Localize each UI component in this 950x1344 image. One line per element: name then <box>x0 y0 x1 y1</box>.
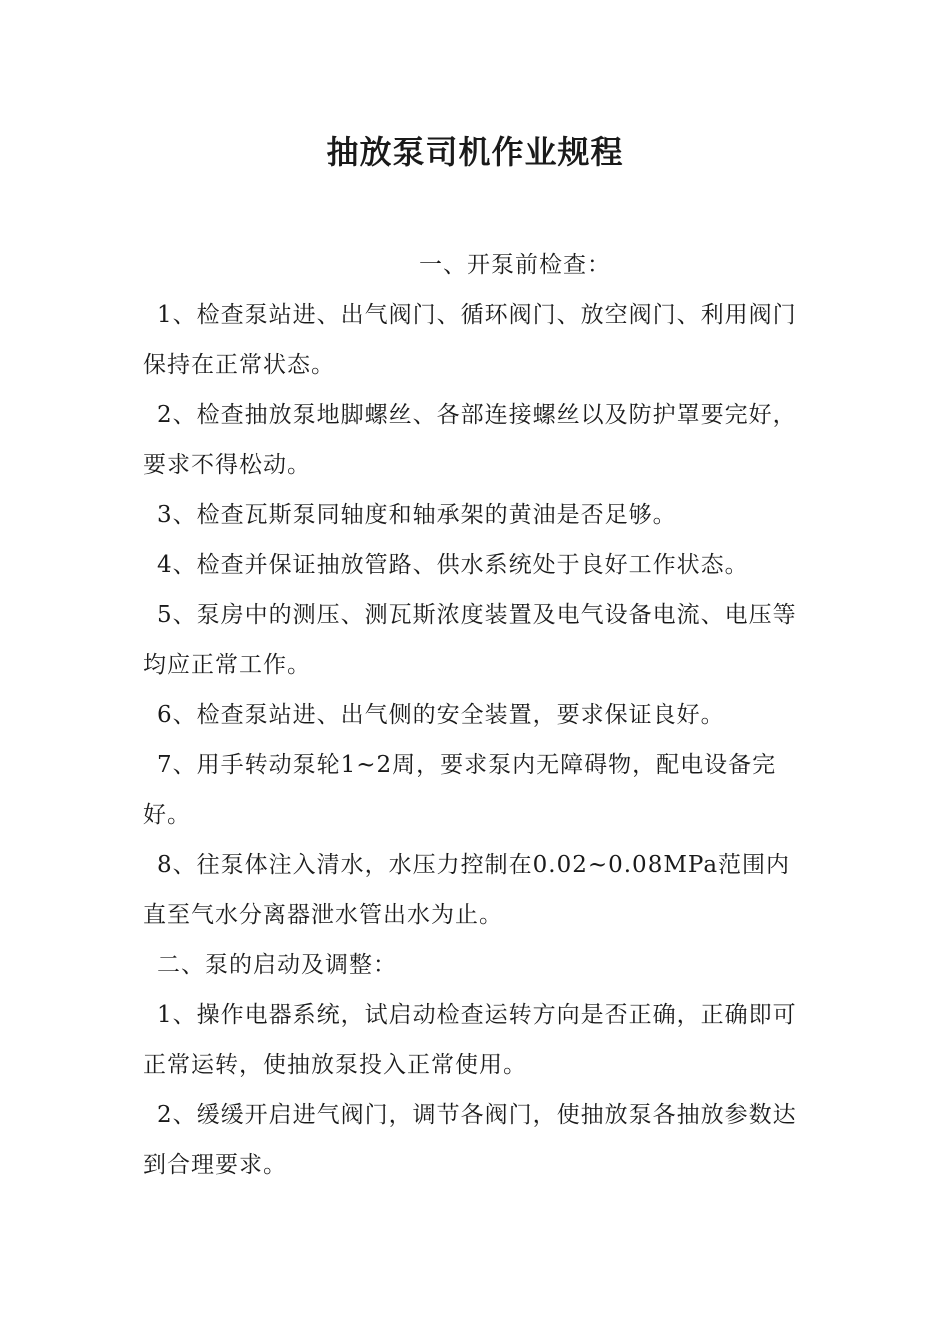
section-heading-pre-start-check: 一、开泵前检查： <box>419 252 611 278</box>
list-item: 1、检查泵站进、出气阀门、循环阀门、放空阀门、利用阀门保持在正常状态。 <box>143 302 797 378</box>
section-heading-startup-adjust: 二、泵的启动及调整： <box>157 952 397 978</box>
list-item: 7、用手转动泵轮1~2周，要求泵内无障碍物，配电设备完好。 <box>143 752 777 828</box>
document-title: 抽放泵司机作业规程 <box>326 133 624 171</box>
list-item: 6、检查泵站进、出气侧的安全装置，要求保证良好。 <box>157 702 725 728</box>
list-item: 1、操作电器系统，试启动检查运转方向是否正确，正确即可正常运转，使抽放泵投入正常使用。 <box>143 1002 797 1078</box>
list-item: 5、泵房中的测压、测瓦斯浓度装置及电气设备电流、电压等均应正常工作。 <box>143 602 797 678</box>
list-item: 4、检查并保证抽放管路、供水系统处于良好工作状态。 <box>157 552 749 578</box>
list-item: 3、检查瓦斯泵同轴度和轴承架的黄油是否足够。 <box>157 502 677 528</box>
document-body <box>143 240 807 1190</box>
list-item: 2、检查抽放泵地脚螺丝、各部连接螺丝以及防护罩要完好，要求不得松动。 <box>143 402 797 478</box>
list-item: 2、缓缓开启进气阀门，调节各阀门，使抽放泵各抽放参数达到合理要求。 <box>143 1102 797 1178</box>
list-item: 8、往泵体注入清水，水压力控制在0.02~0.08MPa范围内直至气水分离器泄水管出水为止。 <box>143 852 791 928</box>
